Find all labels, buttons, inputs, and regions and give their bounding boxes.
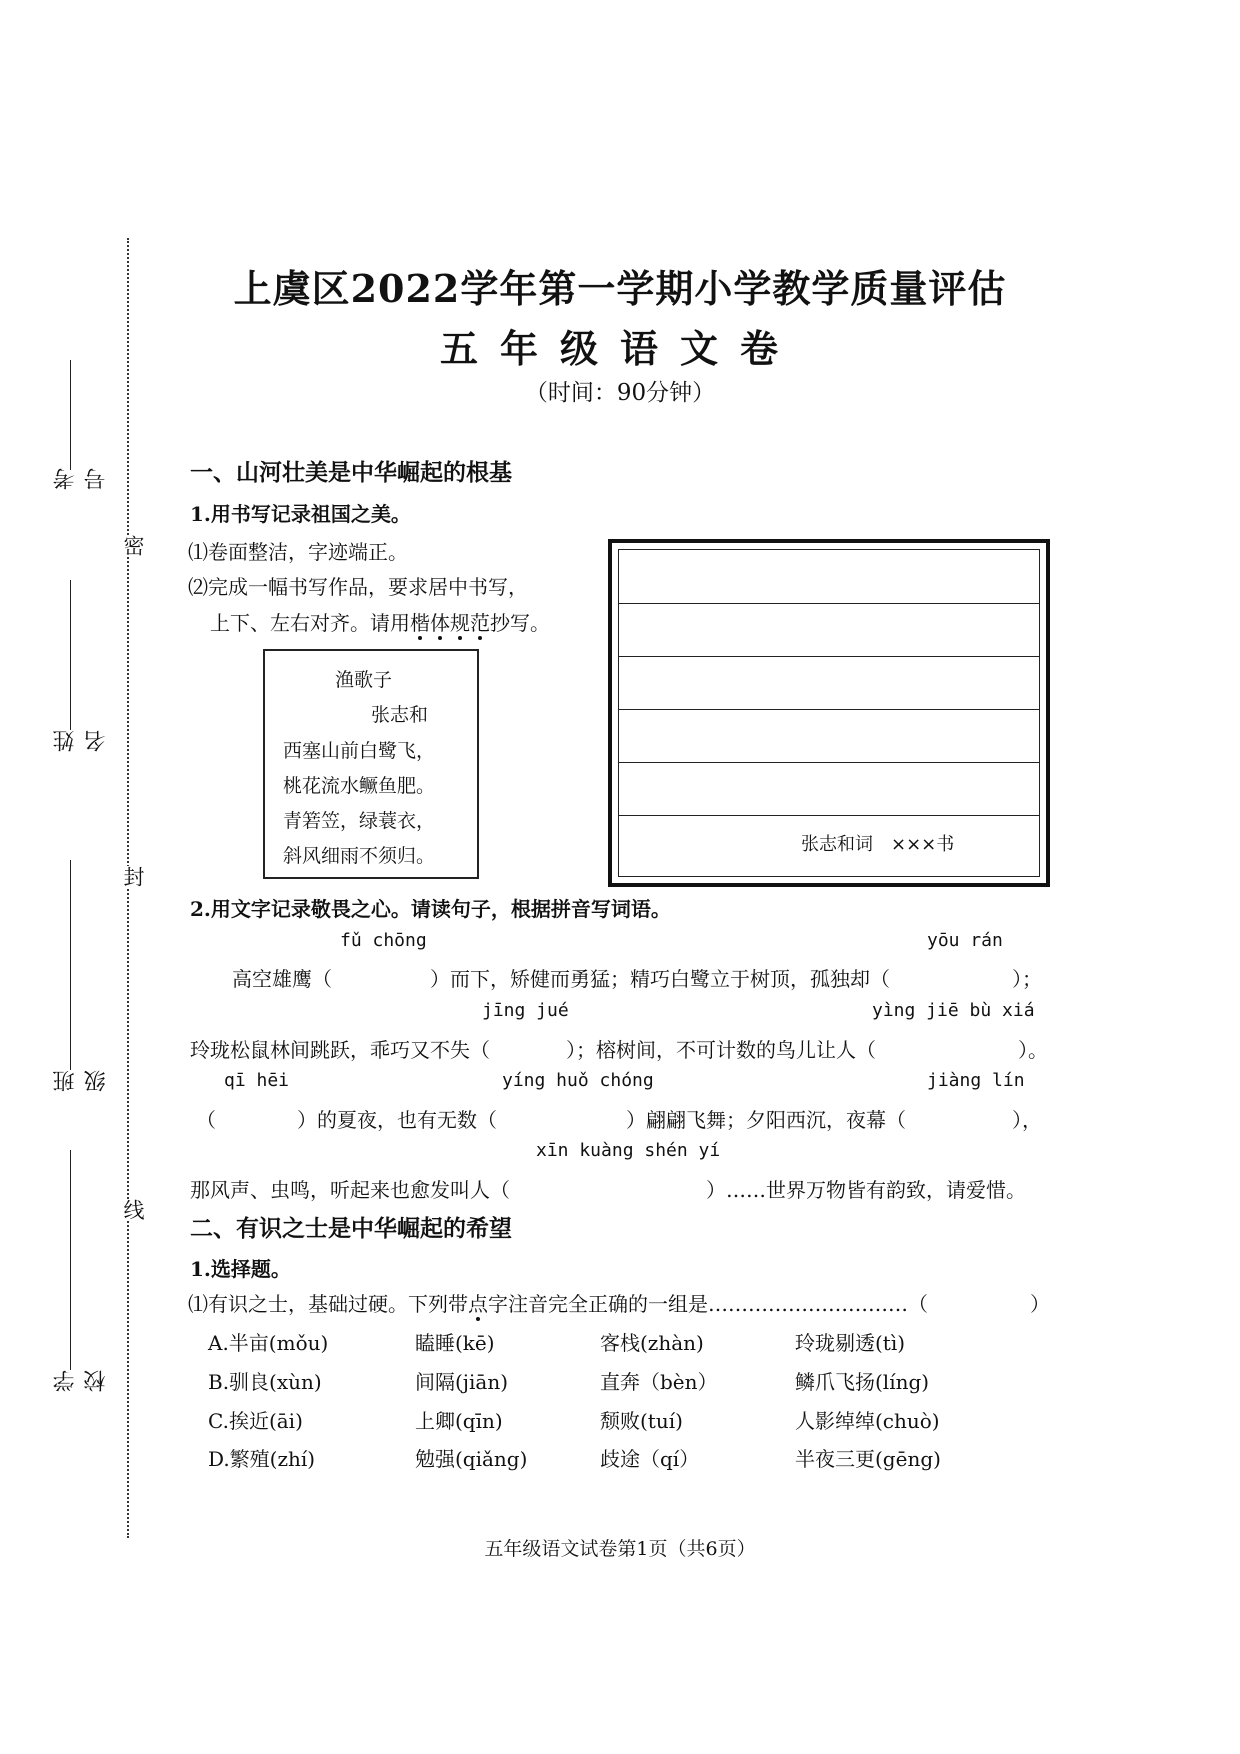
pinyin: xīn kuàng shén yí xyxy=(536,1140,721,1161)
q1-req2: ⑵完成一幅书写作品，要求居中书写， xyxy=(188,575,528,599)
grid-row[interactable] xyxy=(619,656,1039,657)
s2-q1-stem: ⑴有识之士，基础过硬。下列带点字注音完全正确的一组是…………………………（ xyxy=(188,1292,928,1316)
q2-title: 2.用文字记录敬畏之心。请读句子，根据拼音写词语。 xyxy=(190,897,671,921)
field-label: 姓名 xyxy=(53,730,109,752)
q2-line1b: ）而下，矫健而勇猛；精巧白鹭立于树顶，孤独却（ xyxy=(430,967,890,991)
option-item: 间隔(jiān) xyxy=(415,1370,509,1394)
q2-line2c: ）。 xyxy=(1018,1038,1048,1062)
option-item: 瞌睡(kē) xyxy=(415,1331,495,1355)
seal-char-feng: 封 xyxy=(118,866,148,887)
pinyin: qī hēi xyxy=(224,1070,290,1091)
field-label: 学校 xyxy=(53,1370,109,1392)
exam-title: 上虞区2022学年第一学期小学教学质量评估 xyxy=(233,266,1007,311)
pinyin: jiàng lín xyxy=(927,1070,1025,1091)
section2-heading: 二、有识之士是中华崛起的希望 xyxy=(190,1215,512,1242)
q1-req1: ⑴卷面整洁，字迹端正。 xyxy=(188,540,408,564)
q2-line3b: ）的夏夜，也有无数（ xyxy=(297,1108,497,1132)
writing-grid-inner xyxy=(618,549,1040,877)
pinyin: yìng jiē bù xiá xyxy=(872,1000,1035,1021)
seal-char-mi: 密 xyxy=(118,535,148,556)
option-item: 玲珑剔透(tì) xyxy=(795,1331,906,1355)
pinyin: yíng huǒ chóng xyxy=(502,1070,654,1091)
section1-heading: 一、山河壮美是中华崛起的根基 xyxy=(190,459,512,486)
grid-row[interactable] xyxy=(619,603,1039,604)
grid-signature: 张志和词 ×××书 xyxy=(801,834,955,855)
poem-box xyxy=(263,649,479,879)
q2-line4a: 那风声、虫鸣，听起来也愈发叫人（ xyxy=(190,1178,510,1202)
option-item: 鳞爪飞扬(líng) xyxy=(795,1370,930,1394)
field-label: 班级 xyxy=(53,1070,109,1092)
option-item: 半夜三更(gēng) xyxy=(795,1447,941,1471)
poem-title: 渔歌子 xyxy=(335,669,393,691)
option-item: 颓败(tuí) xyxy=(600,1409,683,1433)
q2-line1a: 高空雄鹰（ xyxy=(232,967,332,991)
q2-line2a: 玲珑松鼠林间跳跃，乖巧又不失（ xyxy=(190,1038,490,1062)
q2-line4b: ）……世界万物皆有韵致，请爱惜。 xyxy=(706,1178,1026,1202)
field-underline xyxy=(70,1150,71,1370)
field-underline xyxy=(70,580,71,730)
binding-dotted-line xyxy=(127,238,129,1538)
poem-line: 桃花流水鳜鱼肥。 xyxy=(283,775,436,797)
page-footer: 五年级语文试卷第1页（共6页） xyxy=(484,1538,756,1560)
grid-row[interactable] xyxy=(619,762,1039,763)
exam-time: （时间：90分钟） xyxy=(524,380,716,406)
option-item: 上卿(qīn) xyxy=(415,1409,503,1433)
option-item: 直奔（bèn） xyxy=(600,1370,718,1394)
option-label[interactable]: D.繁殖(zhí) xyxy=(208,1447,316,1471)
writing-grid[interactable] xyxy=(608,539,1050,887)
option-item: 人影绰绰(chuò) xyxy=(795,1409,940,1433)
field-underline xyxy=(70,860,71,1070)
poem-line: 青箬笠，绿蓑衣， xyxy=(283,810,436,832)
option-label[interactable]: B.驯良(xùn) xyxy=(208,1370,322,1394)
option-item: 客栈(zhàn) xyxy=(600,1331,704,1355)
s2-q1-answer-paren[interactable]: ） xyxy=(1030,1292,1050,1316)
exam-subtitle: 五年级语文卷 xyxy=(439,326,800,371)
option-item: 勉强(qiǎng) xyxy=(415,1447,528,1471)
poem-line: 西塞山前白鹭飞， xyxy=(283,740,436,762)
option-label[interactable]: A.半亩(mǒu) xyxy=(208,1331,329,1355)
pinyin: yōu rán xyxy=(927,930,1003,951)
q2-line3d: ）， xyxy=(1012,1108,1042,1132)
q1-req2b: 上下、左右对齐。请用楷体规范抄写。 xyxy=(210,611,550,635)
pinyin: jīng jué xyxy=(482,1000,569,1021)
poem-line: 斜风细雨不须归。 xyxy=(283,845,436,867)
field-label: 考号 xyxy=(53,468,109,490)
q1-title: 1.用书写记录祖国之美。 xyxy=(190,502,411,526)
q2-line3c: ）翩翩飞舞；夕阳西沉，夜幕（ xyxy=(626,1108,906,1132)
option-label[interactable]: C.挨近(āi) xyxy=(208,1409,303,1433)
seal-char-xian: 线 xyxy=(118,1199,148,1220)
option-item: 歧途（qí） xyxy=(600,1447,700,1471)
grid-row[interactable] xyxy=(619,709,1039,710)
poem-author: 张志和 xyxy=(371,704,429,726)
pinyin: fǔ chōng xyxy=(340,930,427,951)
grid-row[interactable] xyxy=(619,815,1039,816)
s2-q1-title: 1.选择题。 xyxy=(190,1257,291,1281)
q2-line1c: ）； xyxy=(1012,967,1042,991)
q2-line2b: ）；榕树间，不可计数的鸟儿让人（ xyxy=(566,1038,876,1062)
q2-line3a: （ xyxy=(196,1108,216,1132)
